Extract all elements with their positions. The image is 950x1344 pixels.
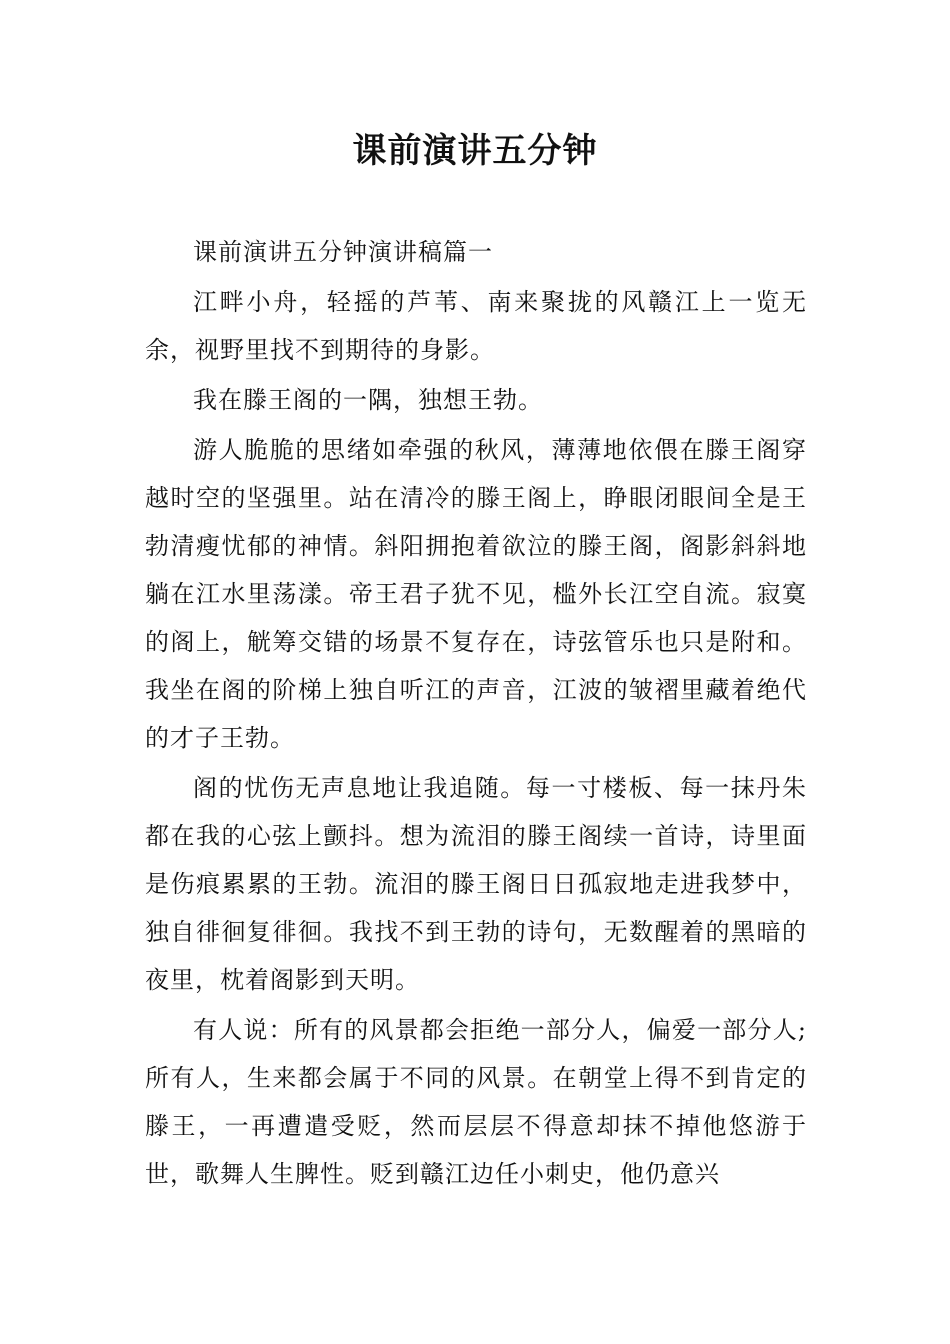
paragraph: 阁的忧伤无声息地让我追随。每一寸楼板、每一抹丹朱都在我的心弦上颤抖。想为流泪的滕王阁续一首诗，诗里面是伤痕累累的王勃。流泪的滕王阁日日孤寂地走进我梦中，独自徘徊复徘徊。我找不到王勃的诗句，无数醒着的黑暗的夜里，枕着阁影到天明。 [145, 774, 807, 994]
paragraph: 有人说：所有的风景都会拒绝一部分人，偏爱一部分人;所有人，生来都会属于不同的风景。在朝堂上得不到肯定的滕王，一再遭遣受贬，然而层层不得意却抹不掉他悠游于世，歌舞人生脾性。贬到赣江边任小刺史，他仍意兴 [145, 1016, 807, 1188]
document-body [145, 228, 807, 1200]
document-title: 课前演讲五分钟 [352, 131, 598, 171]
paragraph: 游人脆脆的思绪如牵强的秋风，薄薄地依偎在滕王阁穿越时空的坚强里。站在清冷的滕王阁上，睁眼闭眼间全是王勃清瘦忧郁的神情。斜阳拥抱着欲泣的滕王阁，阁影斜斜地躺在江水里荡漾。帝王君子犹不见，槛外长江空自流。寂寞的阁上，觥筹交错的场景不复存在，诗弦管乐也只是附和。我坐在阁的阶梯上独自听江的声音，江波的皱褶里藏着绝代的才子王勃。 [145, 436, 807, 752]
paragraph: 我在滕王阁的一隅，独想王勃。 [193, 386, 543, 414]
paragraph: 课前演讲五分钟演讲稿篇一 [193, 238, 493, 266]
paragraph: 江畔小舟，轻摇的芦苇、南来聚拢的风赣江上一览无余，视野里找不到期待的身影。 [145, 288, 807, 364]
